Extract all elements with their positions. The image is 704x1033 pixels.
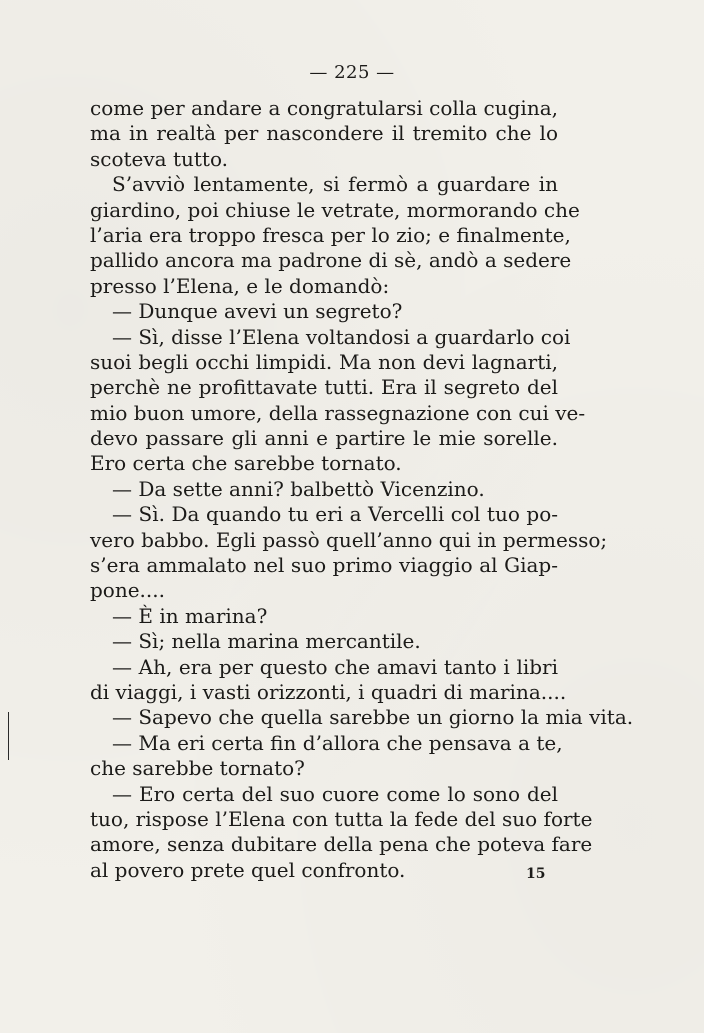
text-line: presso l’Elena, e le domandò:: [90, 273, 390, 298]
text-line: S’avviò lentamente, si fermò a guardare in: [112, 172, 558, 197]
text-line: perchè ne profittavate tutti. Era il segreto del: [90, 375, 558, 400]
signature-mark: 15: [526, 866, 546, 882]
text-line: pallido ancora ma padrone di sè, andò a sedere: [90, 248, 572, 273]
text-line: pone....: [90, 578, 165, 603]
text-line: tuo, rispose l’Elena con tutta la fede del suo forte: [90, 806, 593, 831]
text-line: ma in realtà per nascondere il tremito che lo: [90, 121, 558, 146]
text-line: — Sì; nella marina mercantile.: [112, 629, 421, 654]
text-line: — Da sette anni? balbettò Vicenzino.: [112, 476, 485, 501]
text-line: giardino, poi chiuse le vetrate, mormorando che: [90, 197, 580, 222]
margin-line-mark: [8, 712, 9, 760]
text-line: — Sapevo che quella sarebbe un giorno la mia vita.: [112, 705, 634, 730]
text-line: devo passare gli anni e partire le mie sorelle.: [90, 426, 558, 451]
text-line: — Sì. Da quando tu eri a Vercelli col tuo po-: [112, 502, 558, 527]
page-number: — 225 —: [309, 62, 395, 83]
text-line: — Ah, era per questo che amavi tanto i libri: [112, 654, 558, 679]
text-line: amore, senza dubitare della pena che poteva fare: [90, 832, 593, 857]
text-line: come per andare a congratularsi colla cugina,: [90, 96, 558, 120]
text-line: — Ero certa del suo cuore come lo sono del: [112, 781, 558, 806]
text-line: di viaggi, i vasti orizzonti, i quadri di marina....: [90, 679, 567, 704]
body-text: [90, 96, 634, 883]
text-line: — Sì, disse l’Elena voltandosi a guardarlo coi: [112, 324, 571, 349]
text-line: vero babbo. Egli passò quell’anno qui in permesso;: [90, 527, 608, 552]
text-line: al povero prete quel confronto.: [90, 857, 406, 882]
text-line: l’aria era troppo fresca per lo zio; e finalmente,: [90, 222, 571, 247]
text-line: — Dunque avevi un segreto?: [112, 299, 403, 324]
text-line: mio buon umore, della rassegnazione con cui ve-: [90, 400, 586, 425]
text-line: scoteva tutto.: [90, 146, 228, 171]
text-line: s’era ammalato nel suo primo viaggio al Giap-: [90, 553, 558, 578]
text-line: suoi begli occhi limpidi. Ma non devi lagnarti,: [90, 349, 558, 374]
text-line: che sarebbe tornato?: [90, 756, 305, 781]
text-line: — Ma eri certa fin d’allora che pensava a te,: [112, 730, 563, 755]
text-line: — È in marina?: [112, 603, 268, 628]
text-line: Ero certa che sarebbe tornato.: [90, 451, 402, 476]
